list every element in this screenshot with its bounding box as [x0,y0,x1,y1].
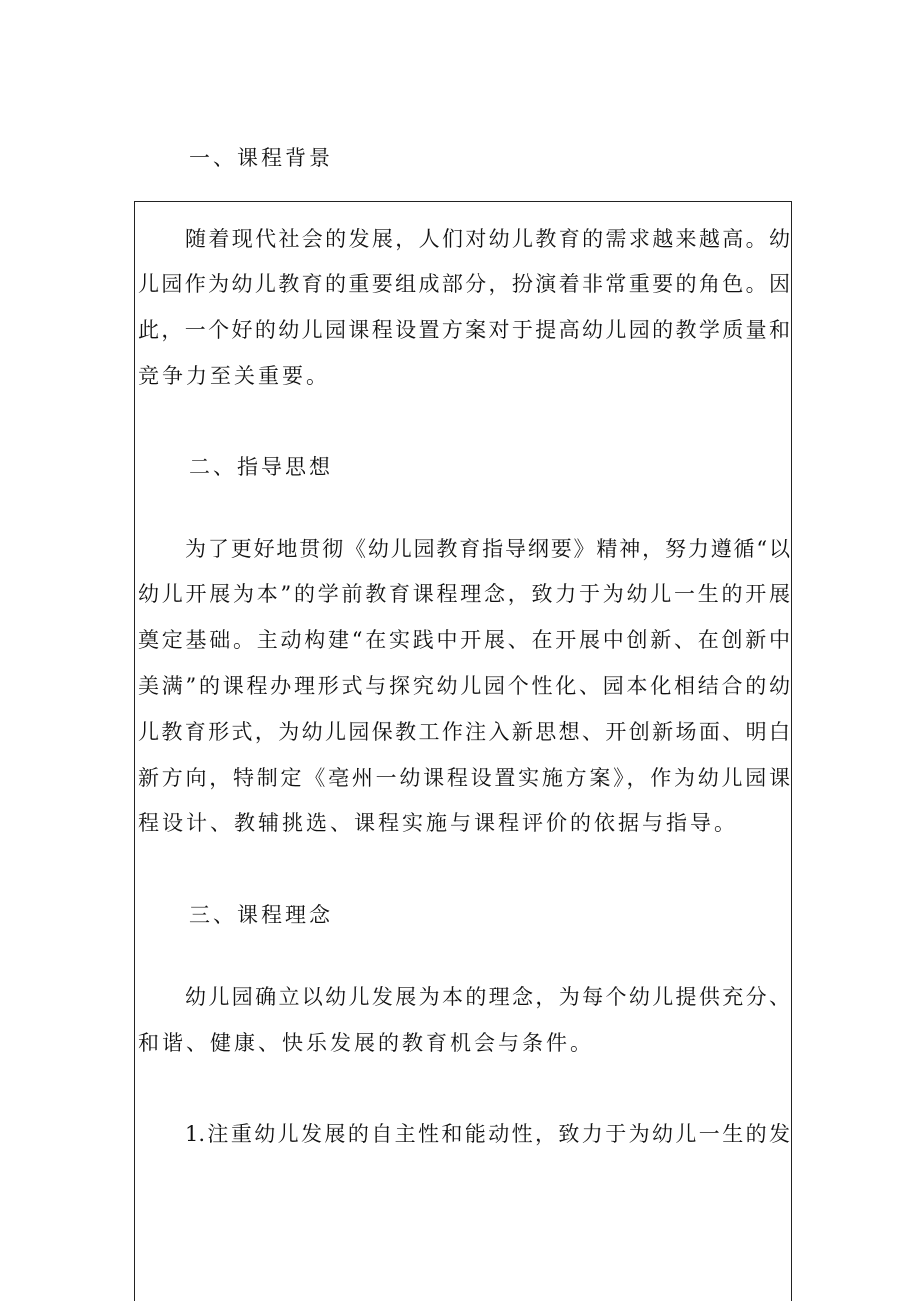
paragraph-line: 竞争力至关重要。 [138,364,330,388]
paragraph-line: 幼儿园确立以幼儿发展为本的理念，为每个幼儿提供充分、 [185,985,790,1009]
paragraph-line: 随着现代社会的发展，人们对幼儿教育的需求越来越高。幼 [185,227,790,251]
paragraph-line: 为了更好地贯彻《幼儿园教育指导纲要》精神，努力遵循“以 [185,537,790,561]
paragraph-line: 美满”的课程办理形式与探究幼儿园个性化、园本化相结合的幼 [138,674,790,698]
section-heading-guiding-thought: 二、指导思想 [189,455,333,479]
paragraph-line: 新方向，特制定《亳州一幼课程设置实施方案》，作为幼儿园课 [138,766,790,790]
paragraph-line: 此，一个好的幼儿园课程设置方案对于提高幼儿园的教学质量和 [138,318,790,342]
section-heading-curriculum-philosophy: 三、课程理念 [189,903,333,927]
paragraph-line: 程设计、教辅挑选、课程实施与课程评价的依据与指导。 [138,811,738,835]
paragraph-line: 奠定基础。主动构建“在实践中开展、在开展中创新、在创新中 [138,628,790,652]
paragraph-line: 儿园作为幼儿教育的重要组成部分，扮演着非常重要的角色。因 [138,272,790,296]
paragraph-line: 和谐、健康、快乐发展的教育机会与条件。 [138,1031,594,1055]
paragraph-line: 幼儿开展为本”的学前教育课程理念，致力于为幼儿一生的开展 [138,582,790,606]
section-heading-background: 一、课程背景 [189,146,333,170]
numbered-item-line: 1.注重幼儿发展的自主性和能动性，致力于为幼儿一生的发 [185,1122,790,1146]
paragraph-line: 儿教育形式，为幼儿园保教工作注入新思想、开创新场面、明白 [138,720,790,744]
